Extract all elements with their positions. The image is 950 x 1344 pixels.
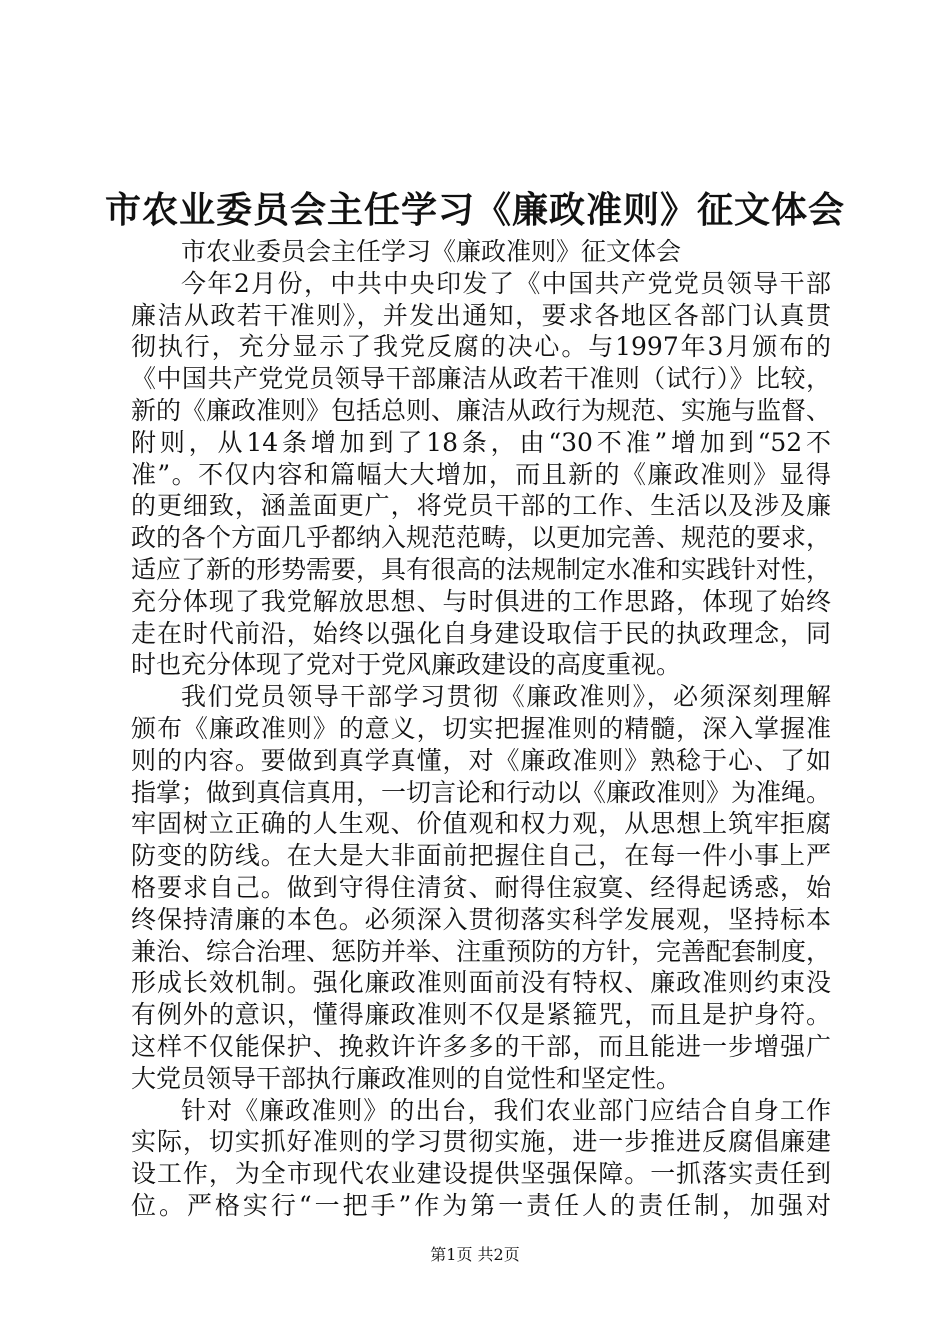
- text-line: 准”。不仅内容和篇幅大大增加，而且新的《廉政准则》显得: [131, 459, 831, 489]
- document-title: 市农业委员会主任学习《廉政准则》征文体会: [104, 189, 845, 231]
- text-line: 设工作，为全市现代农业建设提供坚强保障。一抓落实责任到: [131, 1159, 831, 1189]
- text-line: 大党员领导干部执行廉政准则的自觉性和坚定性。: [131, 1063, 682, 1093]
- text-line: 时也充分体现了党对于党风廉政建设的高度重视。: [131, 650, 682, 680]
- page-number-footer: 第1页 共2页: [430, 1245, 520, 1264]
- text-line: 防变的防线。在大是大非面前把握住自己，在每一件小事上严: [131, 841, 831, 871]
- text-line: 实际，切实抓好准则的学习贯彻实施，进一步推进反腐倡廉建: [131, 1127, 831, 1157]
- text-line: 廉洁从政若干准则》，并发出通知，要求各地区各部门认真贯: [131, 300, 831, 330]
- text-line: 牢固树立正确的人生观、价值观和权力观，从思想上筑牢拒腐: [131, 809, 831, 839]
- text-line: 指掌；做到真信真用，一切言论和行动以《廉政准则》为准绳。: [131, 777, 832, 807]
- text-line: 针对《廉政准则》的出台，我们农业部门应结合自身工作: [181, 1095, 831, 1125]
- text-line: 终保持清廉的本色。必须深入贯彻落实科学发展观，坚持标本: [131, 904, 831, 934]
- text-line: 形成长效机制。强化廉政准则面前没有特权、廉政准则约束没: [131, 968, 831, 998]
- text-line: 有例外的意识，懂得廉政准则不仅是紧箍咒，而且是护身符。: [131, 1000, 831, 1030]
- text-line: 走在时代前沿，始终以强化自身建设取信于民的执政理念，同: [131, 618, 831, 648]
- text-line: 则的内容。要做到真学真懂，对《廉政准则》熟稔于心、了如: [131, 745, 831, 775]
- text-line: 政的各个方面几乎都纳入规范范畴，以更加完善、规范的要求，: [131, 523, 832, 553]
- text-line: 附则，从14条增加到了18条，由“30不准”增加到“52不: [131, 427, 831, 457]
- text-line: 格要求自己。做到守得住清贫、耐得住寂寞、经得起诱惑，始: [131, 872, 831, 902]
- text-line: 兼治、综合治理、惩防并举、注重预防的方针，完善配套制度，: [131, 936, 832, 966]
- text-line: 这样不仅能保护、挽救许许多多的干部，而且能进一步增强广: [131, 1031, 831, 1061]
- text-line: 适应了新的形势需要，具有很高的法规制定水准和实践针对性，: [131, 554, 832, 584]
- text-line: 新的《廉政准则》包括总则、廉洁从政行为规范、实施与监督、: [131, 395, 832, 425]
- text-line: 位。严格实行“一把手”作为第一责任人的责任制，加强对: [131, 1190, 831, 1220]
- text-line: 今年2月份，中共中央印发了《中国共产党党员领导干部: [181, 268, 831, 298]
- text-line: 充分体现了我党解放思想、与时俱进的工作思路，体现了始终: [131, 586, 831, 616]
- document-body: [131, 236, 831, 1222]
- text-line: 的更细致，涵盖面更广，将党员干部的工作、生活以及涉及廉: [131, 491, 831, 521]
- subtitle-line: 市农业委员会主任学习《廉政准则》征文体会: [181, 237, 682, 266]
- text-line: 我们党员领导干部学习贯彻《廉政准则》，必须深刻理解: [181, 682, 831, 712]
- text-line: 《中国共产党党员领导干部廉洁从政若干准则（试行）》比较，: [131, 364, 831, 394]
- text-line: 颁布《廉政准则》的意义，切实把握准则的精髓，深入掌握准: [131, 713, 831, 743]
- text-line: 彻执行，充分显示了我党反腐的决心。与1997年3月颁布的: [131, 332, 831, 362]
